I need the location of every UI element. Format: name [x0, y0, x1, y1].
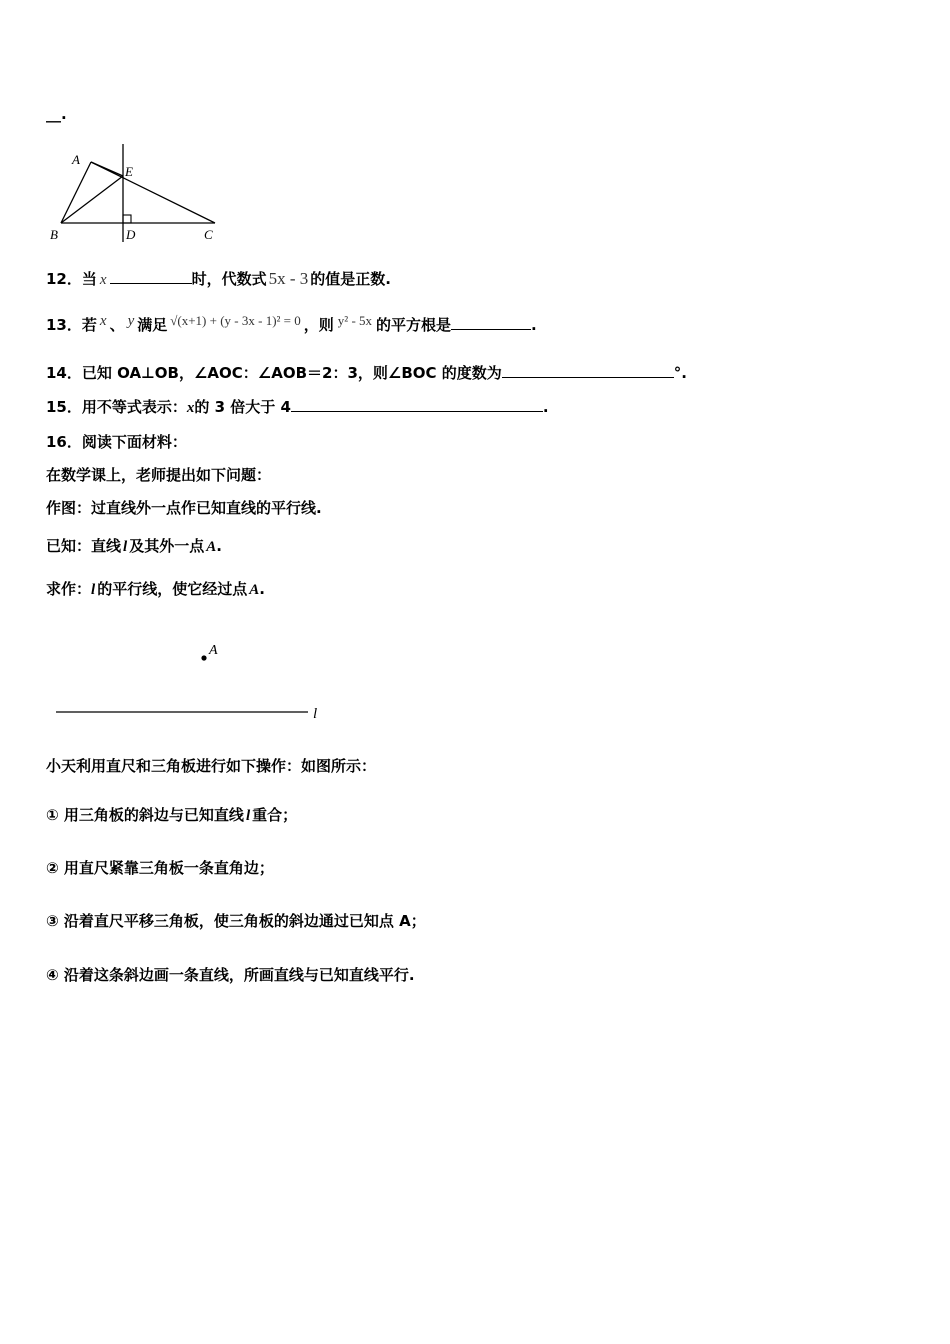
answer-blank-14[interactable] [502, 363, 674, 378]
question-14: 14．已知 OA⊥OB，∠AOC：∠AOB＝2：3，则∠BOC 的度数为 °. [46, 364, 687, 382]
question-16-require: 求作：l 的平行线，使它经过点 A. [46, 580, 265, 598]
point-a-label: A [209, 643, 218, 658]
question-15: 15．用不等式表示：x的 3 倍大于 4 . [46, 398, 549, 416]
answer-blank-12[interactable] [110, 269, 192, 284]
operations-intro: 小天利用直尺和三角板进行如下操作：如图所示： [46, 757, 377, 775]
top-mark: __. [46, 105, 67, 123]
question-16-title: 16．阅读下面材料： [46, 433, 187, 451]
answer-blank-13[interactable] [451, 315, 531, 330]
label-a: A [72, 152, 80, 167]
question-16-task: 作图：过直线外一点作已知直线的平行线. [46, 499, 322, 517]
question-16-intro: 在数学课上，老师提出如下问题： [46, 466, 272, 484]
question-13: 13．若 x 、 y 满足 √(x+1) + (y - 3x - 1)² = 0 ，则 y² - 5x 的平方根是 . [46, 313, 537, 334]
label-d: D [126, 227, 136, 242]
answer-blank-15[interactable] [291, 397, 543, 412]
triangle-figure [44, 140, 224, 245]
label-e: E [125, 164, 133, 179]
step-3: ③ 沿着直尺平移三角板，使三角板的斜边通过已知点 A； [46, 912, 426, 930]
step-1: ① 用三角板的斜边与已知直线 l 重合； [46, 806, 298, 824]
label-c: C [204, 227, 213, 242]
step-2: ② 用直尺紧靠三角板一条直角边； [46, 859, 274, 877]
line-l-label: l [313, 706, 318, 722]
question-16-given: 已知：直线 l 及其外一点 A. [46, 537, 222, 555]
point-line-figure [50, 636, 340, 726]
question-12: 12．当 x 时，代数式 5x - 3 的值是正数. [46, 269, 391, 288]
step-4: ④ 沿着这条斜边画一条直线，所画直线与已知直线平行. [46, 966, 415, 984]
label-b: B [50, 227, 58, 242]
